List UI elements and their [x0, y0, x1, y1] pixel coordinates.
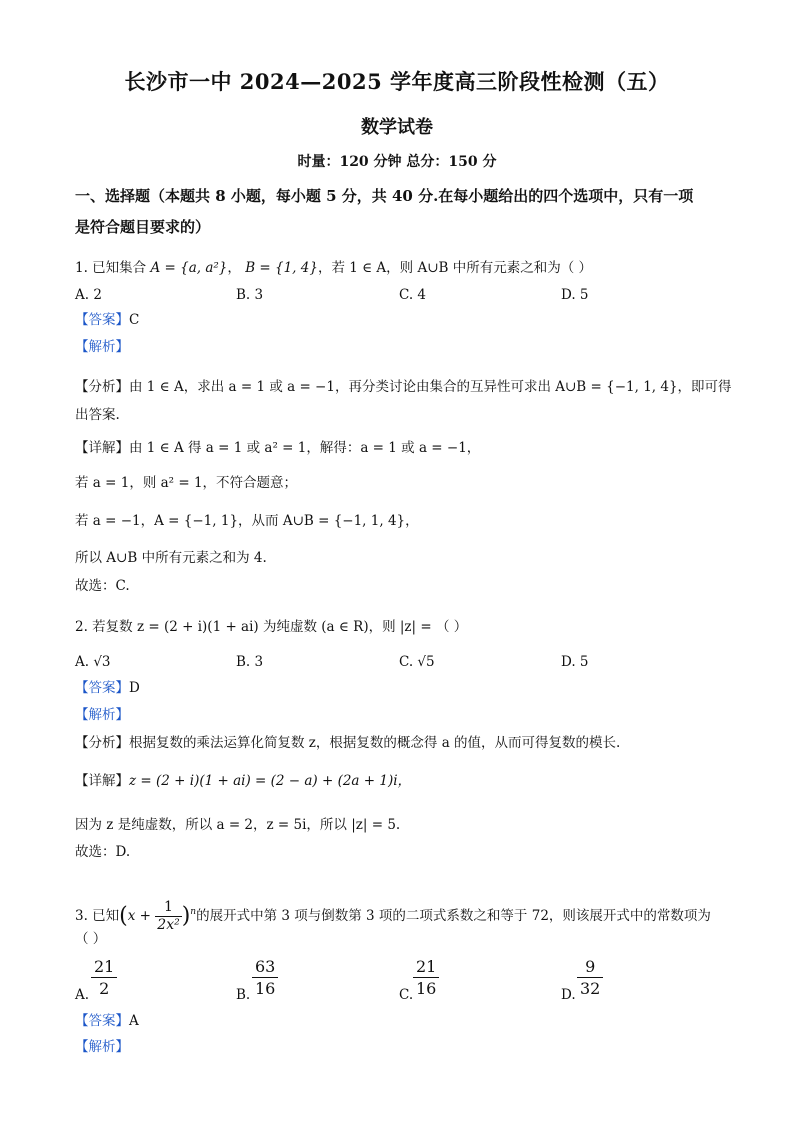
q3-analysis-label: 【解析】 — [75, 1039, 129, 1055]
q2-answer: 【答案】D — [75, 680, 140, 696]
q1-fenxi-line2: 出答案. — [75, 407, 120, 423]
question-3-stem: 3. 已知(x + $\frac{1}{\text{2x²}}$ )$^n$的展开式中第 3 项与倒数第 3 项的二项式系数之和等于 72，则该展开式中的常数项为 — [75, 899, 711, 933]
page-title: 长沙市一中 2024—2025 学年度高三阶段性检测（五） — [124, 69, 670, 94]
q1-analysis-label: 【解析】 — [75, 339, 129, 355]
q1-detail-line3: 若 a = −1，A = {−1, 1}，从而 A∪B = {−1, 1, 4}， — [75, 513, 419, 529]
q1-option-c: C. 4 — [399, 287, 427, 303]
q1-option-a: A. 2 — [75, 287, 102, 303]
question-2-stem: 2. 若复数 z = (2 + i)(1 + ai) 为纯虚数 (a ∈ R)，则 |z| = （ ） — [75, 619, 468, 635]
q3-option-b-fraction: $\frac{63}{16}$ — [252, 956, 278, 999]
q2-option-c: C. √5 — [399, 654, 435, 670]
q1-detail-line2: 若 a = 1，则 a² = 1，不符合题意； — [75, 475, 298, 491]
q3-option-a-label: A. — [75, 987, 90, 1003]
section-heading: 一、选择题（本题共 8 小题，每小题 5 分，共 40 分.在每小题给出的四个选项中，只有一项 是符合题目要求的） — [75, 187, 694, 236]
q3-option-c-label: C. — [399, 987, 414, 1003]
q3-stem-line2: （ ） — [75, 931, 107, 947]
q2-fenxi: 【分析】根据复数的乘法运算化简复数 z，根据复数的概念得 a 的值，从而可得复数的模长. — [75, 735, 621, 751]
q1-detail-line1: 【详解】由 1 ∈ A 得 a = 1 或 a² = 1，解得：a = 1 或 a = −1， — [75, 440, 481, 456]
q1-conclusion: 故选：C. — [75, 578, 130, 594]
q2-analysis-label: 【解析】 — [75, 707, 129, 723]
q3-option-a-fraction: $\frac{21}{2}$ — [91, 956, 117, 999]
q1-fenxi-line1: 【分析】由 1 ∈ A，求出 a = 1 或 a = −1，再分类讨论由集合的互异性可求出 A∪B = {−1, 1, 4}，即可得 — [75, 379, 732, 395]
q3-option-b-label: B. — [236, 987, 251, 1003]
q2-option-a: A. √3 — [75, 654, 111, 670]
q3-stem-fraction: $\frac{1}{\text{2x²}}$ — [157, 899, 180, 933]
q1-option-d: D. 5 — [561, 287, 589, 303]
q3-answer: 【答案】A — [75, 1013, 139, 1029]
q3-option-d-fraction: $\frac{9}{32}$ — [577, 956, 603, 999]
q1-answer: 【答案】C — [75, 312, 140, 328]
q2-detail-line2: 因为 z 是纯虚数，所以 a = 2，z = 5i，所以 |z| = 5. — [75, 817, 401, 833]
question-1-stem: 1. 已知集合 A = {a, a²}， B = {1, 4}，若 1 ∈ A，则 A∪B 中所有元素之和为（ ） — [75, 260, 593, 276]
page-subtitle: 数学试卷 — [361, 117, 433, 138]
q1-option-b: B. 3 — [236, 287, 264, 303]
q1-detail-line4: 所以 A∪B 中所有元素之和为 4. — [75, 550, 267, 566]
q3-option-d-label: D. — [561, 987, 576, 1003]
q2-conclusion: 故选：D. — [75, 844, 131, 860]
q2-detail-line1: 【详解】z = (2 + i)(1 + ai) = (2 − a) + (2a + 1)i， — [75, 773, 412, 789]
q3-option-c-fraction: $\frac{21}{16}$ — [413, 956, 439, 999]
q2-option-d: D. 5 — [561, 654, 589, 670]
time-info: 时量：120 分钟 总分：150 分 — [297, 154, 497, 170]
q2-option-b: B. 3 — [236, 654, 264, 670]
